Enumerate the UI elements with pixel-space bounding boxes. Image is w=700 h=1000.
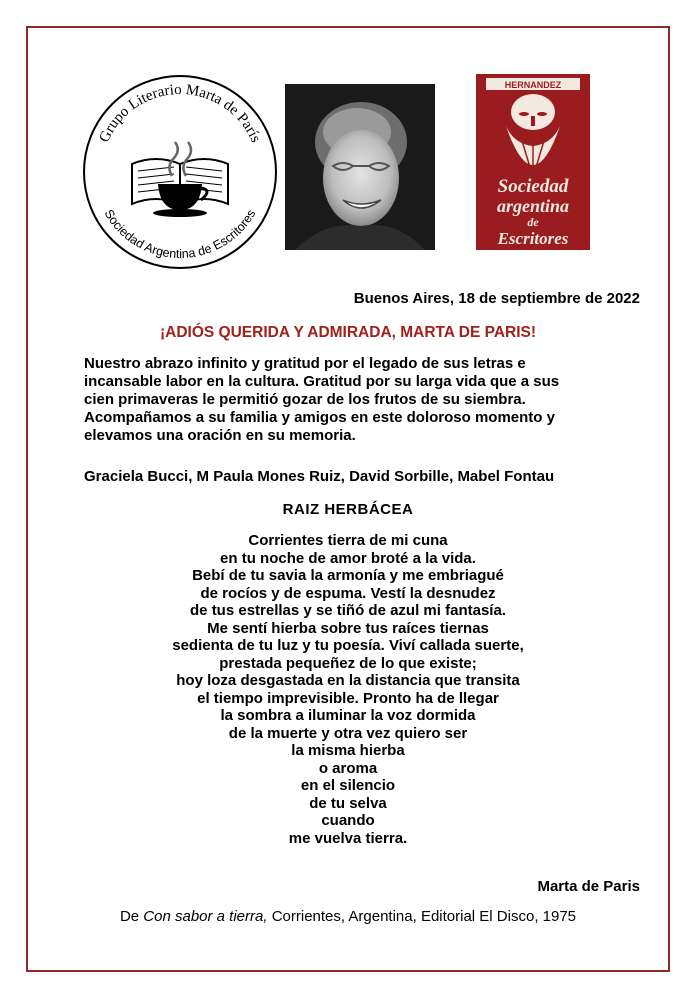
logo-banner-text: HERNANDEZ: [504, 80, 562, 90]
poem-line: la misma hierba: [291, 742, 405, 759]
logo-ring-bottom-text: Sociedad Argentina de Escritores: [101, 207, 259, 262]
farewell-headline: ¡ADIÓS QUERIDA Y ADMIRADA, MARTA DE PARIS!: [159, 324, 537, 341]
poem-title: RAIZ HERBÁCEA: [282, 501, 414, 518]
date-line: Buenos Aires, 18 de septiembre de 2022: [353, 290, 640, 307]
poem-line: de la muerte y otra vez quiero ser: [228, 724, 468, 742]
grupo-literario-logo: [80, 72, 280, 272]
message-line: elevamos una oración en su memoria.: [84, 427, 356, 444]
poem-line: en el silencio: [300, 777, 396, 794]
logo-line-de: de: [527, 215, 539, 229]
poem-line: el tiempo imprevisible. Pronto ha de llegar: [197, 689, 499, 707]
message-line: Nuestro abrazo infinito y gratitud por el legado de sus letras e: [84, 355, 526, 372]
svg-text:Grupo Literario Marta de París: [96, 82, 263, 145]
poem-author: Marta de Paris: [537, 878, 640, 895]
poem-line: sedienta de tu luz y tu poesía. Viví callada suerte,: [172, 637, 524, 654]
poem-line: Corrientes tierra de mi cuna: [248, 532, 448, 549]
logo-row: [28, 28, 668, 268]
poem-line: Bebí de tu savia la armonía y me embriagué: [192, 567, 504, 584]
poem-line: la sombra a iluminar la voz dormida: [220, 707, 476, 724]
poem-source: [28, 908, 668, 925]
message-line: cien primaveras le permitió gozar de los frutos de su siembra.: [84, 391, 526, 408]
logo-line-sociedad: Sociedad: [497, 176, 569, 197]
logo-line-argentina: argentina: [496, 196, 570, 216]
message-line: incansable labor en la cultura. Gratitud por su larga vida que a sus: [84, 373, 560, 390]
poem-line: Me sentí hierba sobre tus raíces tiernas: [207, 619, 489, 637]
sociedad-argentina-escritores-logo: [476, 74, 590, 250]
message-line: Acompañamos a su familia y amigos en este doloroso momento y: [84, 409, 555, 426]
source-details: Corrientes, Argentina, Editorial El Disco, 1975: [267, 908, 577, 925]
poem-line: cuando: [321, 812, 375, 829]
logo-line-escritores: Escritores: [497, 229, 569, 248]
logo-ring-top-text: Grupo Literario Marta de París: [96, 81, 264, 145]
poem-body: [28, 532, 668, 847]
source-book-title: Con sabor a tierra,: [143, 908, 268, 925]
poem-line: de tus estrellas y se tiñó de azul mi fantasía.: [190, 602, 506, 619]
source-prefix: De: [119, 908, 144, 925]
poem-line: en tu noche de amor broté a la vida.: [220, 549, 476, 567]
poem-line: me vuelva tierra.: [288, 829, 408, 847]
memorial-page: [26, 26, 670, 972]
signers-line: Graciela Bucci, M Paula Mones Ruiz, David Sorbille, Mabel Fontau: [84, 468, 555, 485]
poem-line: hoy loza desgastada en la distancia que transita: [176, 672, 520, 689]
poem-line: de tu selva: [309, 794, 387, 812]
open-book-coffee-icon: [132, 142, 228, 217]
poem-line: de rocíos y de espuma. Vestí la desnudez: [200, 584, 496, 602]
tribute-message: [84, 355, 604, 445]
poem-line: prestada pequeñez de lo que existe;: [219, 654, 477, 672]
portrait-photo: [285, 84, 435, 250]
poem-line: o aroma: [318, 759, 378, 777]
